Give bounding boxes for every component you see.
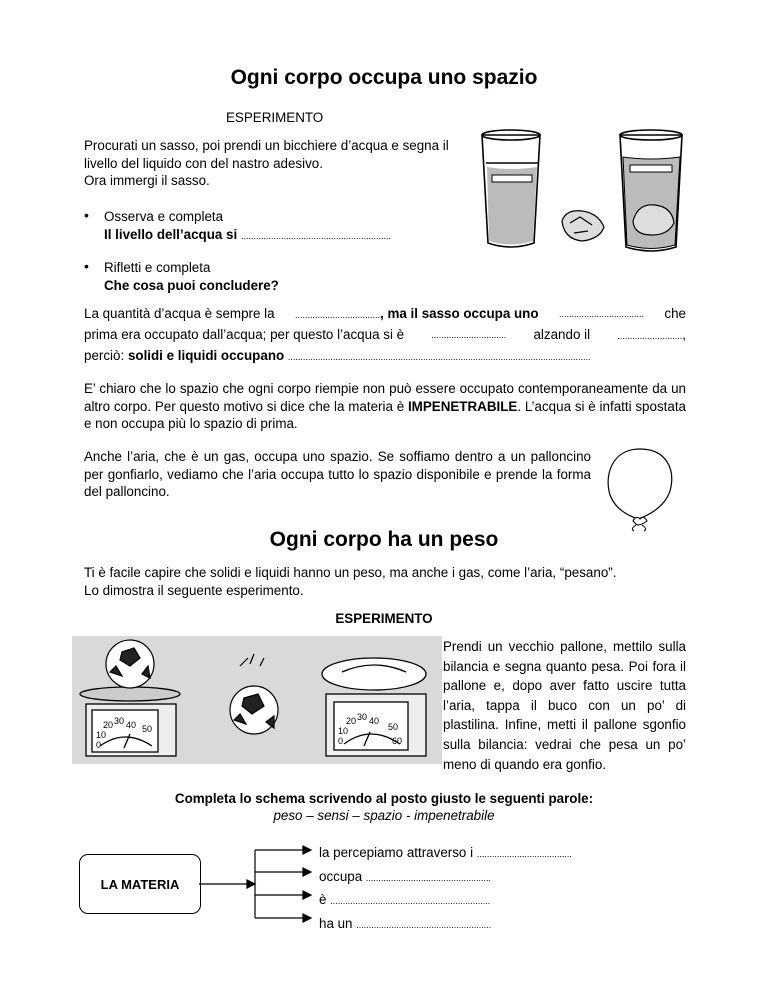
scale-tick: 10 bbox=[338, 726, 349, 736]
fill-blank[interactable]: ................................................................ bbox=[330, 896, 491, 907]
scale-tick: 10 bbox=[96, 730, 107, 740]
fill-blank[interactable]: .................................. bbox=[558, 309, 644, 319]
glass-empty-icon bbox=[482, 130, 540, 247]
ball-icon bbox=[106, 640, 154, 688]
bullet-observe bbox=[104, 208, 391, 245]
scale-tick: 50 bbox=[388, 722, 399, 732]
bullet-prompt: Il livello dell’acqua si bbox=[104, 226, 238, 242]
impenetrable-paragraph: E’ chiaro che lo spazio che ogni corpo riempie non può essere occupato contemporaneamente da un altro corpo. Per questo motivo si dice che la materia è IMPENETRABILE. L’acqua si è infatti spostata e non occupa più lo spazio di prima. bbox=[84, 381, 686, 431]
schema-line: ha un ...................................................... bbox=[319, 915, 492, 931]
weight-paragraph: Ti è facile capire che solidi e liquidi hanno un peso, ma anche i gas, come l’aria, “pesano”. Lo dimostra il seguente esperimento. bbox=[84, 565, 617, 598]
schema-box: LA MATERIA bbox=[79, 854, 201, 914]
glass-with-stone-icon bbox=[620, 130, 682, 251]
schema-line: la percepiamo attraverso i ...................................... bbox=[319, 845, 572, 860]
schema-words: peso – sensi – spazio - impenetrabile bbox=[273, 808, 495, 823]
experiment-paragraph: Prendi un vecchio pallone, mettilo sulla bilancia e segna quanto pesa. Poi fora il pallone e, dopo aver fatto uscire tutta l’aria, tappa il buco con un po’ di plastilina. Infine, metti il pallone sgonfio sulla bilancia: vedrai che pesa un po’ meno di quando era gonfio. bbox=[443, 639, 686, 772]
bullet-text: Osserva e completa bbox=[104, 209, 224, 224]
intro-line: Procurati un sasso, poi prendi un bicchiere d’acqua e segna il bbox=[84, 138, 449, 153]
fill-paragraph: La quantità d’acqua è sempre la .................................., ma il sasso occupa uno .................................. che prima era occupato dall’acqua; per questo l’acqua si è .............................. alzando il .........................., perciò: solidi e liquidi occupano ......................................................................................................................... bbox=[84, 306, 686, 363]
bullet-reflect bbox=[104, 259, 279, 294]
intro-line: Ora immergi il sasso. bbox=[84, 173, 210, 188]
balloon-icon bbox=[600, 445, 680, 535]
intro-text bbox=[84, 137, 484, 190]
scale-experiment-illustration bbox=[72, 636, 442, 764]
schema-arrows bbox=[199, 840, 324, 930]
bullet-text: Rifletti e completa bbox=[104, 260, 211, 275]
schema-line: occupa .................................................. bbox=[319, 868, 491, 884]
schema-line: è ................................................................ bbox=[319, 892, 491, 908]
schema-title: Completa lo schema scrivendo al posto giusto le seguenti parole: bbox=[174, 791, 594, 806]
scale-tick: 20 bbox=[103, 720, 114, 730]
bullet-icon: • bbox=[84, 258, 89, 274]
schema-lines bbox=[319, 842, 572, 936]
fill-blank[interactable]: ......................................................................................................................... bbox=[287, 352, 591, 362]
fill-blank[interactable]: ...................................................... bbox=[356, 919, 492, 930]
scale-tick: 40 bbox=[126, 720, 137, 730]
glasses-illustration bbox=[470, 123, 700, 258]
fill-blank[interactable]: .......................... bbox=[617, 331, 683, 341]
scale-tick: 30 bbox=[357, 712, 368, 722]
fill-blank[interactable]: ............................................................ bbox=[240, 230, 391, 241]
scale-tick: 20 bbox=[346, 716, 357, 726]
fill-blank[interactable]: .................................. bbox=[294, 310, 381, 320]
scale-tick: 50 bbox=[142, 724, 153, 734]
scale-tick: 40 bbox=[369, 716, 380, 726]
air-paragraph: Anche l’aria, che è un gas, occupa uno spazio. Se soffiamo dentro a un palloncino per gonfiarlo, vediamo che l’aria occupa tutto lo spazio disponibile e prende la forma del palloncino. bbox=[84, 449, 591, 499]
fill-blank[interactable]: .............................. bbox=[431, 330, 507, 340]
scale-tick: 0 bbox=[338, 736, 344, 746]
fill-blank[interactable]: ...................................... bbox=[476, 849, 572, 859]
scale-tick: 60 bbox=[392, 736, 403, 746]
section-title: Ogni corpo ha un peso bbox=[269, 528, 499, 551]
bullet-prompt: Che cosa puoi concludere? bbox=[104, 277, 279, 293]
fill-blank[interactable]: .................................................. bbox=[365, 872, 491, 883]
experiment-label: ESPERIMENTO bbox=[335, 611, 433, 626]
scale-tick: 0 bbox=[96, 740, 102, 750]
experiment-label: ESPERIMENTO bbox=[226, 110, 324, 125]
bullet-icon: • bbox=[84, 207, 89, 223]
stone-icon bbox=[562, 211, 604, 241]
intro-line: livello del liquido con del nastro adesivo. bbox=[84, 155, 323, 171]
page-title: Ogni corpo occupa uno spazio bbox=[230, 66, 538, 89]
scale-tick: 30 bbox=[114, 716, 125, 726]
